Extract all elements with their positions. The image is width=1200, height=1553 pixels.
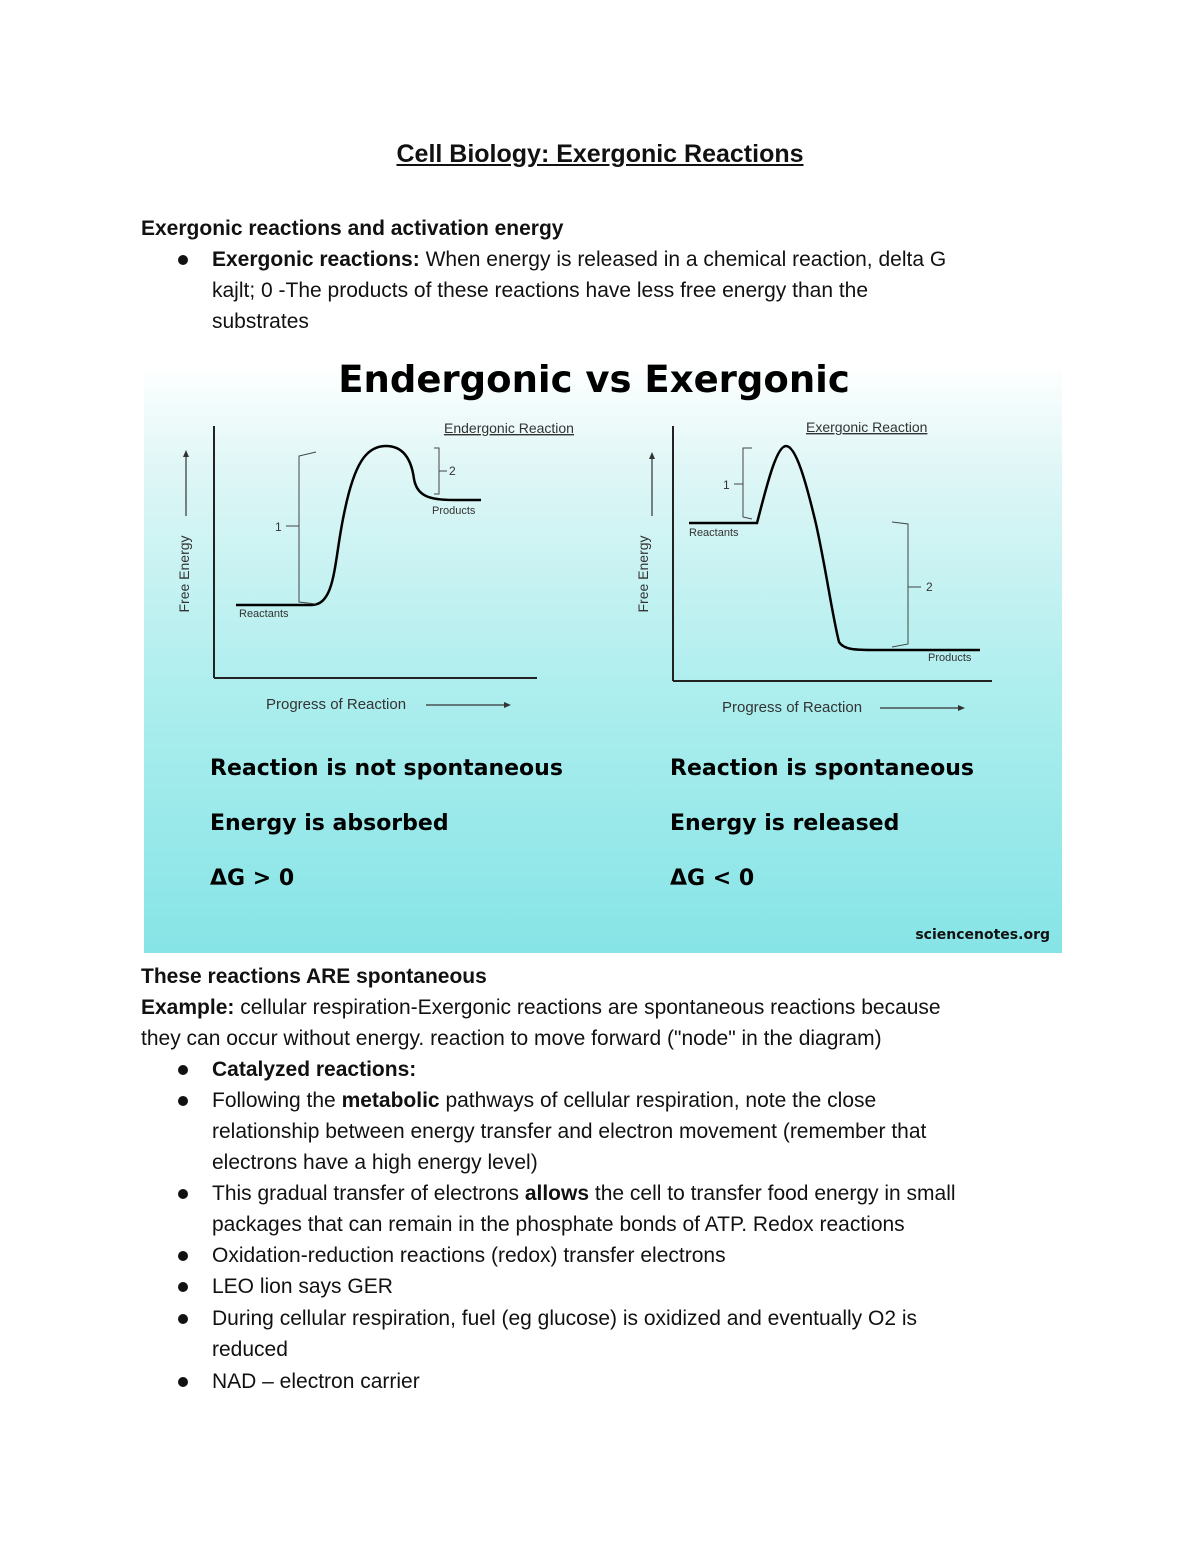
item-label: Exergonic reactions:: [212, 248, 420, 271]
left-statement-1: Reaction is not spontaneous: [210, 756, 563, 781]
right-statement-1: Reaction is spontaneous: [670, 756, 974, 781]
item-text: pathways of cellular respiration, note the close: [439, 1089, 877, 1112]
item-label: Catalyzed reactions:: [212, 1058, 417, 1081]
label-2: 2: [926, 580, 933, 594]
item-emphasis: allows: [524, 1182, 590, 1205]
example-label: Example:: [141, 996, 235, 1019]
endergonic-chart: [176, 420, 574, 713]
left-statement-2: Energy is absorbed: [210, 811, 449, 836]
item-text: relationship between energy transfer and electron movement (remember that: [212, 1120, 927, 1143]
list-item: NAD – electron carrier: [212, 1370, 420, 1393]
credit-text: sciencenotes.org: [915, 927, 1050, 943]
reactants-label: Reactants: [239, 608, 289, 620]
reactants-label: Reactants: [689, 527, 739, 539]
item-emphasis: metabolic: [341, 1089, 440, 1112]
label-1: 1: [723, 478, 730, 492]
right-statement-2: Energy is released: [670, 811, 900, 836]
products-label: Products: [432, 505, 476, 517]
bullet-icon: [178, 1251, 188, 1261]
bullet-icon: [178, 1096, 188, 1106]
bracket-1: [299, 452, 316, 604]
item-text: substrates: [212, 310, 309, 333]
bullet-icon: [178, 1189, 188, 1199]
y-axis-label: Free Energy: [176, 535, 192, 613]
example-text: they can occur without energy. reaction to move forward ("node" in the diagram): [141, 1027, 882, 1050]
list-item: [212, 1303, 1072, 1365]
bullet-icon: [178, 1065, 188, 1075]
section-heading: Exergonic reactions and activation energy: [141, 217, 564, 240]
reaction-curve: [236, 446, 481, 605]
y-axis-label: Free Energy: [635, 535, 651, 613]
bullet-icon: [178, 255, 188, 265]
list-item: LEO lion says GER: [212, 1275, 393, 1298]
reaction-curve: [689, 446, 980, 650]
item-text: packages that can remain in the phosphate bonds of ATP. Redox reactions: [212, 1213, 905, 1236]
example-text: cellular respiration-Exergonic reactions are spontaneous reactions because: [240, 996, 941, 1019]
figure-title: Endergonic vs Exergonic: [338, 364, 850, 401]
list-item: [212, 1178, 1072, 1240]
label-1: 1: [275, 520, 282, 534]
example-paragraph: [141, 992, 1061, 1054]
reaction-energy-figure: [144, 364, 1062, 953]
item-text: reduced: [212, 1338, 288, 1361]
bracket-2: [434, 448, 439, 494]
bullet-icon: [178, 1377, 188, 1387]
item-text: When energy is released in a chemical reaction, delta G: [425, 248, 947, 271]
bracket-1: [743, 448, 752, 519]
bracket-2: [892, 522, 908, 647]
x-axis-label: Progress of Reaction: [722, 699, 863, 716]
arrowhead: [183, 450, 189, 457]
exergonic-chart: [635, 419, 992, 716]
arrowhead: [958, 705, 965, 711]
arrowhead: [504, 702, 511, 708]
bullet-icon: [178, 1314, 188, 1324]
item-text: Following the: [212, 1089, 342, 1112]
page-title: Cell Biology: Exergonic Reactions: [396, 140, 804, 168]
list-item: Oxidation-reduction reactions (redox) transfer electrons: [212, 1244, 726, 1267]
chart-title: Endergonic Reaction: [444, 420, 574, 436]
products-label: Products: [928, 652, 972, 664]
item-text: the cell to transfer food energy in small: [589, 1182, 956, 1205]
list-item: [212, 1054, 1072, 1085]
item-text: electrons have a high energy level): [212, 1151, 538, 1174]
bullet-icon: [178, 1282, 188, 1292]
label-2: 2: [449, 464, 456, 478]
list-item: [212, 244, 1072, 337]
arrowhead: [649, 452, 655, 459]
item-text: This gradual transfer of electrons: [212, 1182, 525, 1205]
list-item: [212, 1085, 1072, 1178]
item-text: During cellular respiration, fuel (eg glucose) is oxidized and eventually O2 is: [212, 1307, 918, 1330]
section-heading: These reactions ARE spontaneous: [141, 965, 487, 988]
left-statement-3: ΔG > 0: [210, 866, 295, 891]
x-axis-label: Progress of Reaction: [266, 696, 407, 713]
item-text: kajlt; 0 -The products of these reactions have less free energy than the: [212, 279, 869, 302]
right-statement-3: ΔG < 0: [670, 866, 755, 891]
chart-title: Exergonic Reaction: [806, 419, 928, 435]
figure-svg: [144, 364, 1062, 953]
